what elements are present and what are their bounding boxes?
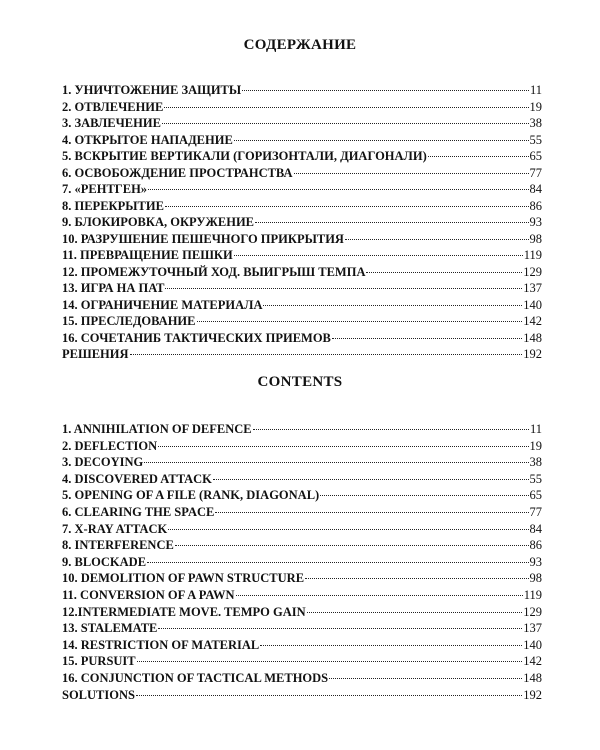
- dot-leader: [164, 107, 528, 108]
- toc-entry-page-number: 38: [529, 455, 542, 470]
- dot-leader: [137, 661, 523, 662]
- toc-entry-page-number: 86: [529, 198, 542, 213]
- toc-entry: [62, 330, 542, 347]
- toc-entry-title: 4. ОТКРЫТОЕ НАПАДЕНИЕ: [62, 132, 233, 147]
- dot-leader: [329, 678, 522, 679]
- dot-leader: [147, 562, 528, 563]
- toc-entry: [62, 487, 542, 504]
- toc-entry-page-number: 77: [529, 165, 542, 180]
- toc-entry-title: 12. ПРОМЕЖУТОЧНЫЙ ХОД. ВЫИГРЫШ ТЕМПА: [62, 264, 366, 279]
- toc-entry-title: 13. ИГРА НА ПАТ: [62, 281, 165, 295]
- toc-entry: [62, 620, 542, 637]
- toc-entry-title: 8. INTERFERENCE: [62, 538, 174, 553]
- toc-entry-page-number: 98: [529, 571, 542, 586]
- toc-entry-title: 3. DECOYING: [62, 455, 144, 470]
- toc-entry-title: 14. RESTRICTION OF MATERIAL: [62, 637, 260, 652]
- toc-entry-title: 10. РАЗРУШЕНИЕ ПЕШЕЧНОГО ПРИКРЫТИЯ: [62, 231, 344, 246]
- dot-leader: [158, 628, 522, 629]
- toc-entry-title: 11. ПРЕВРАЩЕНИЕ ПЕШКИ: [62, 248, 233, 262]
- dot-leader: [305, 578, 528, 579]
- toc-entry-page-number: 11: [529, 83, 542, 97]
- toc-entry-title: 7. «РЕНТГЕН»: [62, 182, 148, 196]
- toc-entry-page-number: 93: [529, 215, 542, 229]
- english-contents-heading: CONTENTS: [257, 374, 343, 390]
- dot-leader: [144, 462, 528, 463]
- toc-entry: [62, 264, 542, 281]
- toc-entry-title: 2. ОТВЛЕЧЕНИЕ: [62, 99, 164, 114]
- toc-entry: [62, 198, 542, 215]
- toc-entry: [62, 653, 542, 670]
- toc-entry-page-number: 19: [529, 99, 542, 114]
- toc-entry-title: 16. CONJUNCTION OF TACTICAL METHODS: [62, 670, 329, 685]
- toc-entry: [62, 421, 542, 438]
- toc-entry-title: 12.INTERMEDIATE MOVE. TEMPO GAIN: [62, 604, 306, 619]
- toc-entry: [62, 280, 542, 297]
- toc-entry: [62, 247, 542, 264]
- toc-entry: [62, 587, 542, 604]
- toc-entry-title: 5. OPENING OF A FILE (RANK, DIAGONAL): [62, 488, 320, 503]
- toc-entry: [62, 165, 542, 182]
- toc-entry-title: 15. ПРЕСЛЕДОВАНИЕ: [62, 314, 196, 328]
- toc-entry: [62, 313, 542, 330]
- toc-entry-page-number: 55: [529, 471, 542, 486]
- dot-leader: [148, 189, 528, 190]
- dot-leader: [332, 338, 522, 339]
- english-contents-list: [62, 421, 542, 703]
- toc-entry-title: SOLUTIONS: [62, 687, 135, 702]
- toc-entry-title: РЕШЕНИЯ: [62, 347, 129, 361]
- toc-entry: [62, 454, 542, 471]
- dot-leader: [320, 495, 528, 496]
- dot-leader: [260, 645, 522, 646]
- dot-leader: [165, 206, 529, 207]
- toc-entry: [62, 231, 542, 248]
- toc-entry-page-number: 192: [523, 347, 542, 361]
- toc-entry: [62, 504, 542, 521]
- toc-entry-page-number: 148: [523, 330, 542, 345]
- toc-entry-page-number: 142: [523, 654, 542, 669]
- toc-entry: [62, 82, 542, 99]
- toc-entry-title: 15. PURSUIT: [62, 654, 136, 669]
- russian-contents-list: [62, 82, 542, 363]
- toc-entry-title: 7. X-RAY ATTACK: [62, 521, 168, 536]
- toc-entry: [62, 346, 542, 363]
- dot-leader: [428, 156, 529, 157]
- dot-leader: [294, 173, 529, 174]
- toc-entry: [62, 214, 542, 231]
- toc-entry: [62, 438, 542, 455]
- dot-leader: [307, 612, 523, 613]
- toc-entry-page-number: 137: [523, 281, 542, 295]
- toc-entry: [62, 181, 542, 198]
- toc-entry-page-number: 98: [529, 231, 542, 246]
- toc-entry-page-number: 65: [529, 149, 542, 163]
- dot-leader: [175, 545, 529, 546]
- toc-entry-page-number: 55: [529, 132, 542, 147]
- dot-leader: [234, 140, 529, 141]
- toc-entry-title: 9. BLOCKADE: [62, 554, 147, 569]
- toc-entry-page-number: 11: [529, 422, 542, 436]
- toc-entry-title: 10. DEMOLITION OF PAWN STRUCTURE: [62, 571, 305, 586]
- toc-entry: [62, 132, 542, 149]
- dot-leader: [168, 529, 528, 530]
- toc-entry-title: 8. ПЕРЕКРЫТИЕ: [62, 198, 164, 213]
- toc-entry: [62, 148, 542, 165]
- dot-leader: [158, 446, 528, 447]
- toc-entry-page-number: 148: [523, 670, 542, 685]
- dot-leader: [213, 479, 529, 480]
- toc-entry-page-number: 129: [523, 604, 542, 619]
- dot-leader: [130, 354, 523, 355]
- toc-entry: [62, 670, 542, 687]
- toc-entry-page-number: 137: [523, 621, 542, 636]
- toc-entry: [62, 297, 542, 314]
- dot-leader: [255, 222, 528, 223]
- dot-leader: [136, 695, 522, 696]
- dot-leader: [253, 429, 529, 430]
- toc-entry-page-number: 93: [529, 554, 542, 569]
- toc-entry-page-number: 119: [523, 587, 542, 602]
- dot-leader: [162, 123, 529, 124]
- toc-entry-page-number: 142: [523, 314, 542, 328]
- toc-entry-title: 5. ВСКРЫТИЕ ВЕРТИКАЛИ (ГОРИЗОНТАЛИ, ДИАГОНАЛИ): [62, 149, 427, 163]
- toc-entry: [62, 521, 542, 538]
- dot-leader: [242, 90, 529, 91]
- dot-leader: [197, 321, 523, 322]
- dot-leader: [215, 512, 528, 513]
- toc-entry-page-number: 140: [523, 297, 542, 312]
- toc-entry: [62, 99, 542, 116]
- toc-entry: [62, 471, 542, 488]
- toc-entry-title: 16. СОЧЕТАНИБ ТАКТИЧЕСКИХ ПРИЕМОВ: [62, 330, 331, 345]
- toc-entry: [62, 604, 542, 621]
- toc-entry-title: 6. ОСВОБОЖДЕНИЕ ПРОСТРАНСТВА: [62, 165, 293, 180]
- toc-entry-title: 1. УНИЧТОЖЕНИЕ ЗАЩИТЫ: [62, 83, 242, 97]
- toc-entry: [62, 554, 542, 571]
- toc-entry-page-number: 86: [529, 538, 542, 553]
- toc-entry-title: 9. БЛОКИРОВКА, ОКРУЖЕНИЕ: [62, 215, 255, 229]
- dot-leader: [366, 272, 522, 273]
- dot-leader: [165, 288, 522, 289]
- toc-entry-page-number: 84: [529, 521, 542, 536]
- toc-entry-page-number: 140: [523, 637, 542, 652]
- russian-contents-heading: СОДЕРЖАНИЕ: [243, 37, 357, 53]
- toc-entry-page-number: 119: [523, 248, 542, 262]
- toc-entry-page-number: 38: [529, 116, 542, 130]
- dot-leader: [236, 595, 523, 596]
- toc-entry-title: 1. ANNIHILATION OF DEFENCE: [62, 422, 252, 436]
- toc-entry: [62, 570, 542, 587]
- toc-entry-title: 14. ОГРАНИЧЕНИЕ МАТЕРИАЛА: [62, 297, 263, 312]
- toc-entry: [62, 115, 542, 132]
- toc-entry-page-number: 19: [529, 438, 542, 453]
- toc-entry-page-number: 77: [529, 504, 542, 519]
- toc-entry-title: 6. CLEARING THE SPACE: [62, 504, 215, 519]
- dot-leader: [263, 305, 522, 306]
- toc-entry-page-number: 129: [523, 264, 542, 279]
- toc-entry-page-number: 84: [529, 182, 542, 196]
- dot-leader: [345, 239, 529, 240]
- toc-entry: [62, 687, 542, 704]
- dot-leader: [234, 255, 523, 256]
- toc-entry-title: 11. CONVERSION OF A PAWN: [62, 587, 235, 602]
- toc-entry-title: 3. ЗАВЛЕЧЕНИЕ: [62, 116, 161, 130]
- toc-entry: [62, 637, 542, 654]
- toc-entry-page-number: 65: [529, 488, 542, 503]
- toc-entry-title: 13. STALEMATE: [62, 621, 158, 636]
- toc-entry-title: 4. DISCOVERED ATTACK: [62, 471, 212, 486]
- toc-entry: [62, 537, 542, 554]
- toc-entry-title: 2. DEFLECTION: [62, 438, 158, 453]
- toc-entry-page-number: 192: [523, 687, 542, 702]
